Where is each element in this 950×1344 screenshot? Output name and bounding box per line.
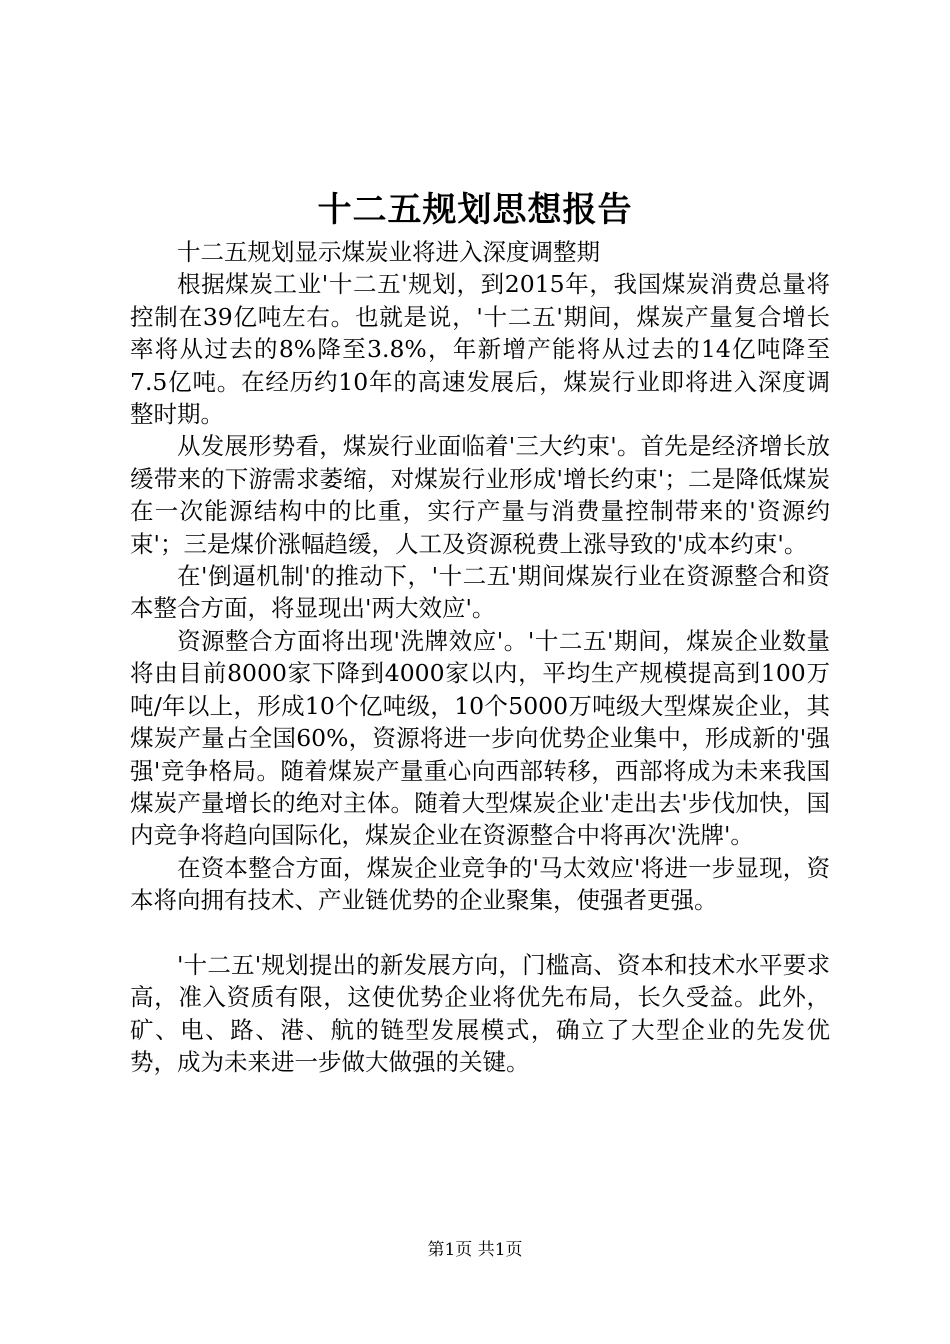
paragraph: 资源整合方面将出现'洗牌效应'。'十二五'期间，煤炭企业数量将由目前8000家下降到4000家以内，平均生产规模提高到100万吨/年以上，形成10个亿吨级，10个5000万吨级大型煤炭企业，其煤炭产量占全国60%，资源将进一步向优势企业集中，形成新的'强强'竞争格局。随着煤炭产量重心向西部转移，西部将成为未来我国煤炭产量增长的绝对主体。随着大型煤炭企业'走出去'步伐加快，国内竞争将趋向国际化，煤炭企业在资源整合中将再次'洗牌'。 — [130, 626, 830, 850]
paragraph: 在资本整合方面，煤炭企业竞争的'马太效应'将进一步显现，资本将向拥有技术、产业链优势的企业聚集，使强者更强。 — [130, 853, 830, 915]
paragraph-gap — [130, 917, 830, 949]
paragraph-subtitle: 十二五规划显示煤炭业将进入深度调整期 — [177, 238, 600, 266]
paragraph: 从发展形势看，煤炭行业面临着'三大约束'。首先是经济增长放缓带来的下游需求萎缩，对煤炭行业形成'增长约束'；二是降低煤炭在一次能源结构中的比重，实行产量与消费量控制带来的'资源约束'；三是煤价涨幅趋缓，人工及资源税费上涨导致的'成本约束'。 — [130, 432, 830, 558]
paragraph: 在'倒逼机制'的推动下，'十二五'期间煤炭行业在资源整合和资本整合方面，将显现出'两大效应'。 — [130, 562, 830, 623]
paragraph: '十二五'规划提出的新发展方向，门槛高、资本和技术水平要求高，准入资质有限，这使优势企业将优先布局，长久受益。此外，矿、电、路、港、航的链型发展模式，确立了大型企业的先发优势，成为未来进一步做大做强的关键。 — [130, 950, 830, 1077]
paragraph: 根据煤炭工业'十二五'规划，到2015年，我国煤炭消费总量将控制在39亿吨左右。也就是说，'十二五'期间，煤炭产量复合增长率将从过去的8%降至3.8%，年新增产能将从过去的14亿吨降至7.5亿吨。在经历约10年的高速发展后，煤炭行业即将进入深度调整时期。 — [130, 270, 830, 429]
document-body — [130, 236, 830, 1079]
document-title: 十二五规划思想报告 — [317, 190, 633, 230]
page-footer: 第1页 共1页 — [427, 1240, 523, 1260]
